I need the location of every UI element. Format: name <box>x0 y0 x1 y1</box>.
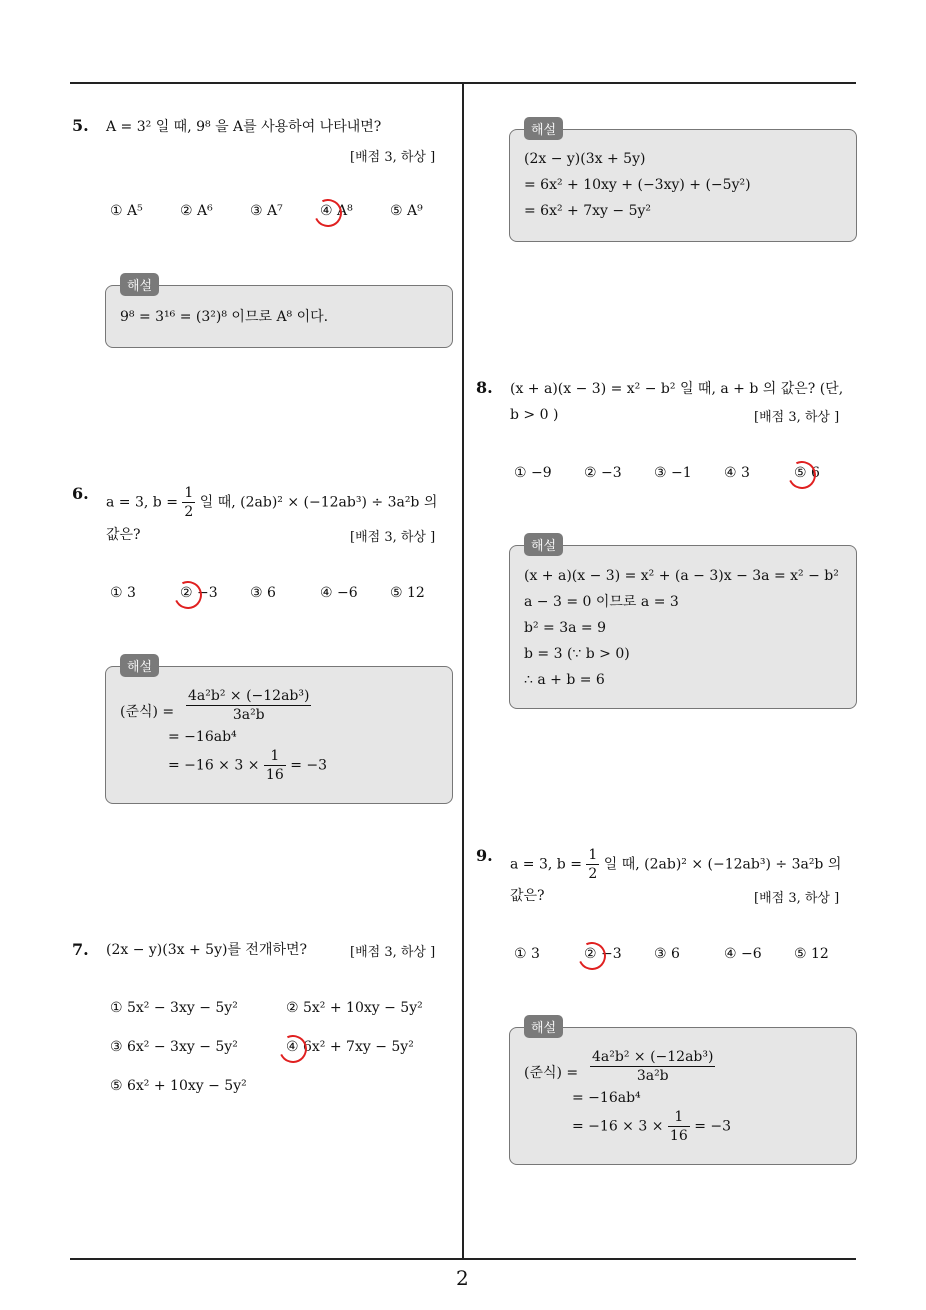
question-8-choice-1[interactable]: ① −9 <box>514 465 552 481</box>
page-number: 2 <box>456 1266 469 1290</box>
question-9-line-1 <box>510 846 841 883</box>
question-7-explanation-line-3: = 6x² + 7xy − 5y² <box>524 203 651 219</box>
question-7-choice-1[interactable]: ① 5x² − 3xy − 5y² <box>110 1000 238 1016</box>
question-9-expl-line-3-den: 16 <box>669 1128 688 1144</box>
question-8-explanation-line-3: b² = 3a = 9 <box>524 620 606 636</box>
question-6-choice-3[interactable]: ③ 6 <box>250 585 276 601</box>
question-9-expl-frac-num: 4a²b² × (−12ab³) <box>592 1049 714 1065</box>
question-6-expl-fraction <box>186 687 311 724</box>
question-8-line-1: (x + a)(x − 3) = x² − b² 일 때, a + b 의 값은? (단, <box>510 381 844 397</box>
question-6-line-2: 값은? <box>106 527 141 543</box>
question-9-expl-line-3-num: 1 <box>668 1108 690 1127</box>
question-5-text: A = 3² 일 때, 9⁸ 을 A를 사용하여 나타내면? <box>106 119 382 135</box>
question-5-choice-4[interactable]: ④ A⁸ <box>320 203 353 219</box>
question-9-line-2: 값은? <box>510 888 545 904</box>
question-6-choice-1[interactable]: ① 3 <box>110 585 136 601</box>
question-9-frac-num: 1 <box>588 847 598 863</box>
question-6-choice-2[interactable]: ② −3 <box>180 585 218 601</box>
question-6-choice-4[interactable]: ④ −6 <box>320 585 358 601</box>
question-9-fraction <box>586 846 599 883</box>
question-6-expl-line-2: = −16ab⁴ <box>168 729 237 745</box>
question-5-explanation-line-1: 9⁸ = 3¹⁶ = (3²)⁸ 이므로 A⁸ 이다. <box>120 309 329 325</box>
question-5-explanation-label: 해설 <box>120 273 159 296</box>
question-6-expl-line-3-post: = −3 <box>290 757 328 774</box>
question-9-explanation-box <box>509 1021 857 1165</box>
question-6-score: [배점 3, 하상 ] <box>350 530 436 545</box>
question-6-expl-line-3-den: 16 <box>265 767 284 783</box>
question-7-text: (2x − y)(3x + 5y)를 전개하면? <box>106 942 308 958</box>
question-9-expl-line-3-fraction <box>668 1108 690 1145</box>
question-9-frac-den: 2 <box>588 866 598 882</box>
question-6-explanation-label: 해설 <box>120 654 159 677</box>
bottom-rule <box>70 1258 856 1260</box>
question-5-choice-2[interactable]: ② A⁶ <box>180 203 213 219</box>
question-8-score: [배점 3, 하상 ] <box>754 410 840 425</box>
question-6-line-1-pre: a = 3, b = <box>106 494 178 511</box>
question-8-explanation-label: 해설 <box>524 533 563 556</box>
question-8-explanation-line-2: a − 3 = 0 이므로 a = 3 <box>524 594 679 610</box>
question-5-choice-1[interactable]: ① A⁵ <box>110 203 143 219</box>
question-6-line-1 <box>106 484 437 521</box>
question-8-explanation-line-4: b = 3 (∵ b > 0) <box>524 646 630 662</box>
question-9-expl-line-3-post: = −3 <box>694 1118 732 1135</box>
question-6-expl-frac-num: 4a²b² × (−12ab³) <box>188 688 310 704</box>
question-9-choice-2[interactable]: ② −3 <box>584 946 622 962</box>
question-7-explanation-box <box>509 123 857 242</box>
question-6-choices <box>110 585 450 609</box>
question-7-explanation-label: 해설 <box>524 117 563 140</box>
question-8-explanation-box <box>509 539 857 709</box>
question-9-choice-4[interactable]: ④ −6 <box>724 946 762 962</box>
question-9-choice-5[interactable]: ⑤ 12 <box>794 946 829 962</box>
question-5-choice-3[interactable]: ③ A⁷ <box>250 203 283 219</box>
question-9-expl-line-3-pre: = −16 × 3 × <box>572 1118 664 1135</box>
question-6-fraction <box>182 484 195 521</box>
question-7-answer-mark <box>275 1031 311 1067</box>
question-6-expl-line-3-num: 1 <box>264 747 286 766</box>
question-7-explanation-line-2: = 6x² + 10xy + (−3xy) + (−5y²) <box>524 177 751 193</box>
question-8-choice-4[interactable]: ④ 3 <box>724 465 750 481</box>
question-6-expl-frac-den: 3a²b <box>232 707 265 723</box>
question-8-line-2: b > 0 ) <box>510 407 559 423</box>
question-6-choice-5[interactable]: ⑤ 12 <box>390 585 425 601</box>
question-9-explanation-label: 해설 <box>524 1015 563 1038</box>
column-divider <box>462 82 464 1260</box>
question-9-expl-frac-den: 3a²b <box>636 1068 669 1084</box>
question-7-choice-3[interactable]: ③ 6x² − 3xy − 5y² <box>110 1039 238 1055</box>
question-8-number: 8. <box>476 378 493 397</box>
question-9-choice-3[interactable]: ③ 6 <box>654 946 680 962</box>
question-7-number: 7. <box>72 940 89 959</box>
question-9-expl-lhs: (준식) = <box>524 1065 579 1081</box>
question-8-choice-5[interactable]: ⑤ 6 <box>794 465 820 481</box>
question-5-score: [배점 3, 하상 ] <box>350 150 436 165</box>
question-9-choices <box>514 946 854 970</box>
question-6-explanation-box <box>105 660 453 804</box>
question-9-line-1-pre: a = 3, b = <box>510 856 582 873</box>
question-9-number: 9. <box>476 846 493 865</box>
question-9-line-1-post: 일 때, (2ab)² × (−12ab³) ÷ 3a²b 의 <box>603 856 842 873</box>
question-6-frac-den: 2 <box>184 504 194 520</box>
question-9-score: [배점 3, 하상 ] <box>754 891 840 906</box>
question-6-frac-num: 1 <box>184 485 194 501</box>
question-7-choice-2[interactable]: ② 5x² + 10xy − 5y² <box>286 1000 423 1016</box>
question-9-choice-1[interactable]: ① 3 <box>514 946 540 962</box>
question-6-expl-line-3-pre: = −16 × 3 × <box>168 757 260 774</box>
question-5-choice-5[interactable]: ⑤ A⁹ <box>390 203 423 219</box>
question-5-choices <box>110 203 450 227</box>
question-8-choice-2[interactable]: ② −3 <box>584 465 622 481</box>
question-9-expl-line-2: = −16ab⁴ <box>572 1090 641 1106</box>
question-6-line-1-post: 일 때, (2ab)² × (−12ab³) ÷ 3a²b 의 <box>199 494 438 511</box>
question-7-score: [배점 3, 하상 ] <box>350 945 436 960</box>
question-8-explanation-line-1: (x + a)(x − 3) = x² + (a − 3)x − 3a = x² − b² <box>524 568 839 584</box>
question-8-explanation-line-5: ∴ a + b = 6 <box>524 672 605 688</box>
question-5-number: 5. <box>72 116 89 135</box>
question-6-expl-line-3-fraction <box>264 747 286 784</box>
question-7-explanation-line-1: (2x − y)(3x + 5y) <box>524 151 646 167</box>
question-8-choice-3[interactable]: ③ −1 <box>654 465 692 481</box>
question-7-choice-5[interactable]: ⑤ 6x² + 10xy − 5y² <box>110 1078 247 1094</box>
question-7-choice-4[interactable]: ④ 6x² + 7xy − 5y² <box>286 1039 414 1055</box>
question-5-explanation-box <box>105 279 453 348</box>
question-9-expl-fraction <box>590 1048 715 1085</box>
question-6-number: 6. <box>72 484 89 503</box>
question-6-expl-lhs: (준식) = <box>120 704 175 720</box>
